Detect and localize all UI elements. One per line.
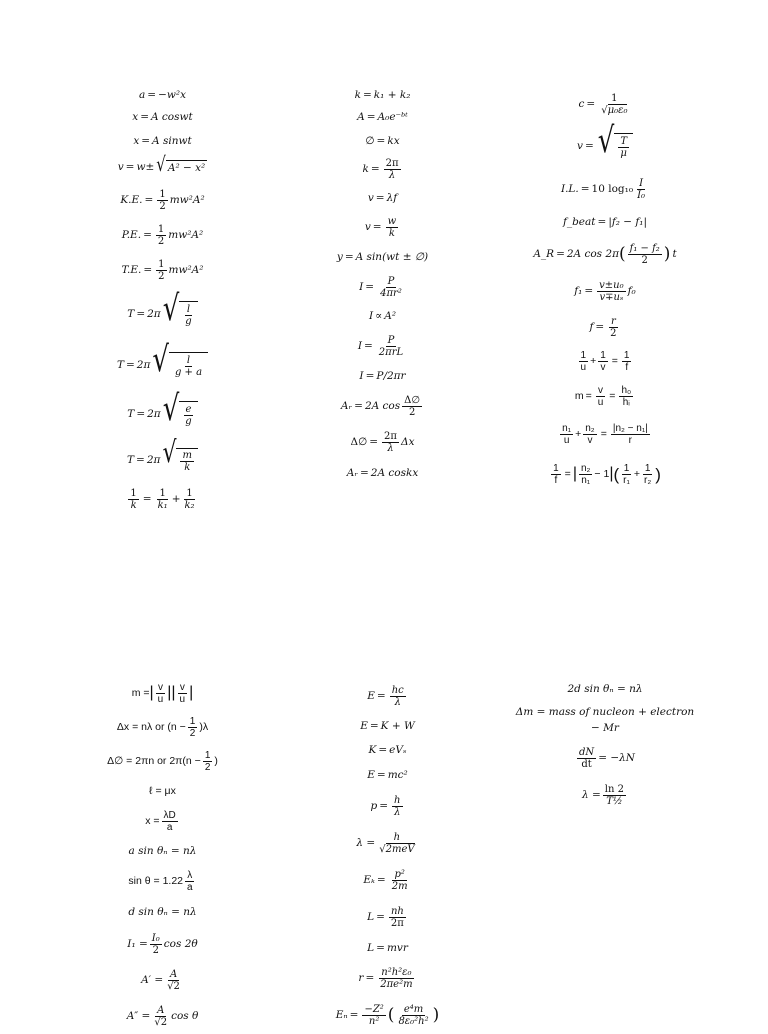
formula-light-speed: c = $\frac{1}{\text{√μ₀ε₀}}$ [578,92,628,116]
formula-optical-path: ℓ = μx [149,785,176,797]
formula-kinetic-energy: K.E. = $\frac{1}{2}$ mw²A² [120,188,205,212]
formula-polarized-amplitude: A′ = $\frac{A}{√2}$ [141,968,180,992]
formula-springs-parallel: k = k₁ + k₂ [354,89,411,101]
formula-column-6 [510,680,700,814]
formula-beat-frequency: f_beat = |f₂ − f₁| [562,216,648,228]
formula-wave-speed-wk: v = $\frac{w}{k}$ [364,215,397,239]
formula-decay-constant: λ = $\frac{\ln 2}{\text{T½}}$ [582,783,624,807]
formula-magnification-product: m = | $\frac{v}{u}$ | | $\frac{v}{u}$ | [131,681,194,705]
formula-kinetic-momentum: Eₖ = $\frac{\text{p²}}{2m}$ [363,868,408,892]
formula-grating: d sin θₙ = nλ [128,906,197,918]
formula-shm-acceleration: a = − w²x [138,89,186,101]
formula-angular-momentum: L = mvr [367,942,408,954]
formula-intensity-sphere: I = $\frac{P}{\text{4πr²}}$ [359,275,402,299]
formula-pendulum-period: T = 2π √ $\frac{l}{g}$ [127,288,197,340]
formula-mass-energy: E = mc² [367,769,408,781]
formula-phase-difference-or: Δ∅ = 2πn or 2π(n − $\frac{1}{2}$ ) [107,749,218,773]
formula-column-5 [320,678,455,1034]
formula-beat-amplitude: A_R = 2A cos 2π ( $\frac{\text{f₁ − f₂}}{2}$ ) t [533,242,677,266]
formula-wave-speed: v = λf [367,192,398,204]
formula-mass-defect-2: − Mr [591,722,619,734]
formula-decay-rate: $\frac{dN}{dt}$ = −λN [579,746,635,770]
formula-wavenumber: k = $\frac{2\pi}{\lambda}$ [362,157,399,181]
formula-mirror-equation: $\frac{1}{u}$ + $\frac{1}{v}$ = $\frac{1}{f}$ [580,349,630,373]
formula-column-1 [100,86,225,516]
formula-intensity-level: I.L. = 10 log₁₀ $\frac{I}{\text{I₀}}$ [560,177,646,201]
formula-damped-amplitude: A = A₀e⁻ᵇᵗ [357,111,408,123]
formula-rayleigh: sin θ = 1.22 $\frac{\lambda}{a}$ [128,869,193,893]
formula-bohr-angular-momentum: L = $\frac{nh}{2\pi}$ [367,905,404,929]
formula-shm-velocity: v = w ± √ A² − x² [117,151,206,176]
formula-photon-energy: E = $\frac{hc}{\lambda}$ [367,684,404,708]
formula-polarized-amplitude-2: A″ = $\frac{A}{√2}$ cos θ [126,1004,199,1028]
formula-shm-cos: x = A coswt [132,111,193,123]
formula-string-wave-speed: v = √ $\frac{T}{\mu}$ [577,122,633,170]
formula-mass-defect: Δm = mass of nucleon + electron [515,706,695,718]
formula-spring-period: T = 2π √ $\frac{m}{k}$ [127,438,198,482]
formula-phase-difference: Δ∅ = $\frac{2\pi}{\lambda}$ Δx [350,430,415,454]
formula-column-4 [90,676,235,1034]
formula-resultant-amplitude: Aᵣ = 2A cos $\frac{\Delta\emptyset}{2}$ [340,394,421,418]
formula-refraction-surface: $\frac{\text{n₁}}{u}$ + $\frac{\text{n₂}}{v}$ = $\frac{\text{|n₂ − n₁|}}{r}$ [562,422,648,446]
formula-path-difference: Δx = nλ or (n − $\frac{1}{2}$ )λ [116,715,209,739]
formula-doppler: f₁ = $\frac{\text{v±u₀}}{\text{v∓uₛ}}$ f₀ [574,279,636,303]
formula-intensity-prop: I ∝ A² [368,310,397,322]
formula-lensmaker: $\frac{1}{f}$ = | $\frac{\text{n₂}}{\text{n₁}}$ − 1 | ( $\frac{1}{\text{r₁}}$ + $\frac{1}{\text{r₂}}$ ) [553,462,661,486]
formula-wave-equation: y = A sin(wt ± ∅) [336,251,429,263]
formula-photon-momentum: p = $\frac{h}{\lambda}$ [370,794,401,818]
formula-stopping-potential: K = eVₛ [368,744,407,756]
formula-fringe-position: x = $\frac{\lambda D}{a}$ [145,809,176,833]
formula-shm-sin: x = A sinwt [133,135,192,147]
formula-column-2 [320,86,445,486]
formula-photoelectric: E = K + W [360,720,415,732]
formula-malus: I₁ = $\frac{\text{I₀}}{2}$ cos 2θ [127,932,198,956]
formula-phase-kx: ∅ = kx [365,135,400,147]
formula-bragg: 2d sin θₙ = nλ [567,683,643,695]
formula-magnification: m = $\frac{v}{u}$ = $\frac{\text{h₀}}{\text{hᵢ}}$ [574,384,632,408]
formula-de-broglie: λ = $\frac{h}{\text{√2meV}}$ [356,831,415,855]
formula-single-slit: a sin θₙ = nλ [128,845,197,857]
formula-springs-series: $\frac{1}{k}$ = $\frac{1}{\text{k₁}}$ + $\frac{1}{\text{k₂}}$ [130,487,195,511]
formula-intensity-cylinder: I = $\frac{P}{\text{2πrL}}$ [357,334,404,358]
formula-intensity-line: I = P/2πr [359,370,406,382]
formula-period-e-g: T = 2π √ $\frac{e}{g}$ [127,390,197,438]
formula-standing-wave: Aᵣ = 2A coskx [346,467,419,479]
formula-bohr-energy: Eₙ = $\frac{\text{−Z²}}{\text{n²}}$ ( $\frac{\text{e⁴m}}{\text{8ε₀²h²}}$ ) [335,1003,440,1027]
formula-column-3 [520,86,690,494]
formula-pendulum-accelerated: T = 2π √ $\frac{l}{g + a}$ [117,340,208,390]
formula-focal-length: f = $\frac{r}{2}$ [589,315,617,339]
formula-total-energy: T.E. = $\frac{1}{2}$ mw²A² [121,258,204,282]
formula-bohr-radius: r = $\frac{\text{n²h²ε₀}}{\text{2πe²m}}$ [358,966,413,990]
formula-potential-energy: P.E. = $\frac{1}{2}$ mw²A² [121,223,204,247]
